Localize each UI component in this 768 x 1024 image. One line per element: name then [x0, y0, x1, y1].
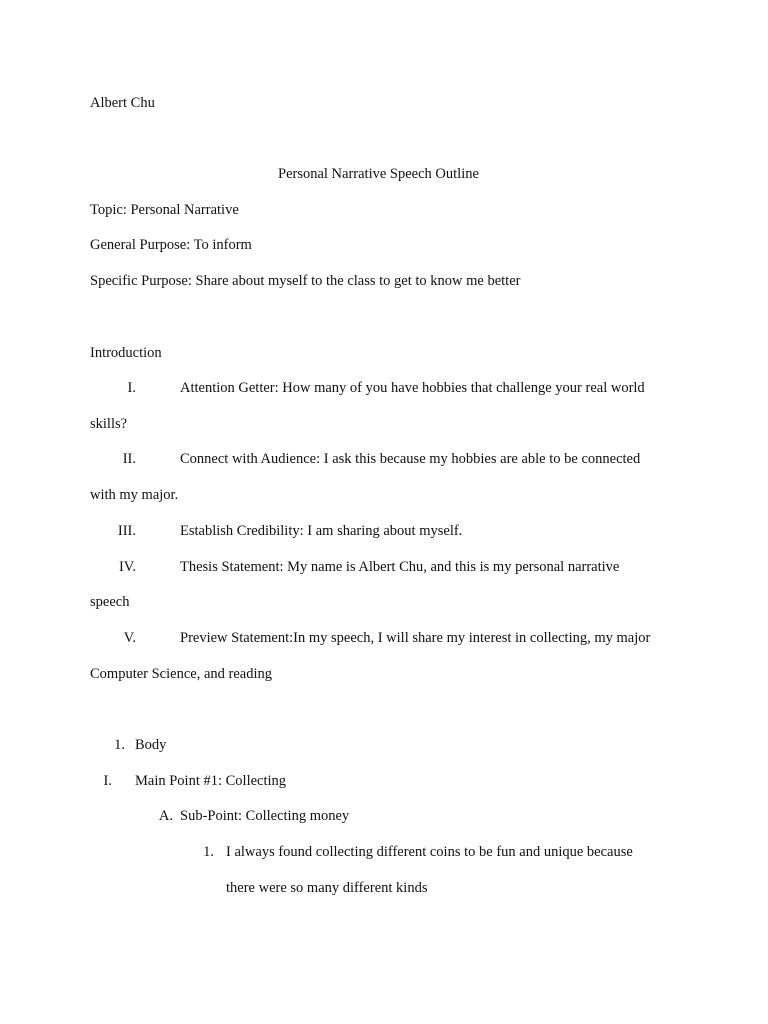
topic-line: Topic: Personal Narrative: [90, 202, 239, 218]
detail-continuation: there were so many different kinds: [226, 880, 428, 896]
intro-item-text: Attention Getter: How many of you have hobbies that challenge your real world: [180, 380, 645, 396]
intro-item-numeral: I.: [127, 380, 136, 396]
intro-item-continuation: Computer Science, and reading: [90, 666, 272, 682]
intro-item-text: Establish Credibility: I am sharing about myself.: [180, 523, 463, 539]
document-title: Personal Narrative Speech Outline: [278, 166, 479, 182]
intro-item-text: Preview Statement:In my speech, I will share my interest in collecting, my major: [180, 630, 651, 646]
intro-item-numeral: II.: [122, 451, 136, 467]
body-number: 1.: [114, 737, 125, 753]
intro-item-continuation: speech: [90, 594, 130, 610]
intro-item-numeral: V.: [123, 630, 136, 646]
body-heading: Body: [135, 737, 167, 753]
main-point-numeral: I.: [103, 773, 112, 789]
sub-point-letter: A.: [158, 808, 173, 824]
main-point-text: Main Point #1: Collecting: [135, 773, 287, 789]
detail-number: 1.: [203, 844, 214, 860]
general-purpose-line: General Purpose: To inform: [90, 237, 252, 253]
sub-point-text: Sub-Point: Collecting money: [180, 808, 350, 824]
intro-item-numeral: IV.: [118, 559, 136, 575]
introduction-heading: Introduction: [90, 345, 162, 361]
specific-purpose-line: Specific Purpose: Share about myself to the class to get to know me better: [90, 273, 521, 289]
intro-item-continuation: with my major.: [90, 487, 179, 503]
intro-item-numeral: III.: [117, 523, 136, 539]
author-name: Albert Chu: [90, 95, 155, 111]
detail-text: I always found collecting different coins to be fun and unique because: [226, 844, 633, 860]
intro-item-continuation: skills?: [90, 416, 128, 432]
intro-item-text: Thesis Statement: My name is Albert Chu, and this is my personal narrative: [180, 559, 620, 575]
intro-item-text: Connect with Audience: I ask this because my hobbies are able to be connected: [180, 451, 641, 467]
